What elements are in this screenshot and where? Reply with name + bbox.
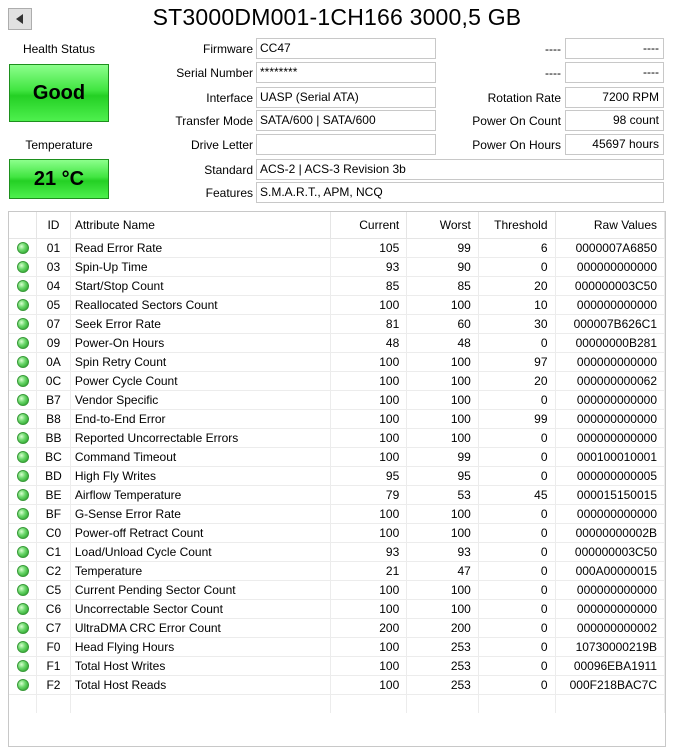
interface-label: Interface: [206, 91, 253, 105]
attribute-id: F0: [37, 637, 71, 656]
raw-value: 000000000000: [555, 580, 664, 599]
current-value: 105: [330, 238, 407, 257]
status-cell: [9, 675, 37, 694]
status-good-icon: [17, 280, 29, 292]
current-value: 21: [330, 561, 407, 580]
current-value: 100: [330, 447, 407, 466]
smart-attributes-table[interactable]: [8, 211, 666, 747]
raw-value: 000000003C50: [555, 276, 664, 295]
attribute-name: Uncorrectable Sector Count: [70, 599, 330, 618]
attribute-id: 0A: [37, 352, 71, 371]
table-row[interactable]: [9, 485, 665, 504]
empty-row: [9, 694, 665, 713]
worst-value: 253: [407, 637, 479, 656]
power-on-count-field: 98 count: [565, 110, 664, 131]
status-cell: [9, 504, 37, 523]
attribute-name: Spin-Up Time: [70, 257, 330, 276]
status-cell: [9, 257, 37, 276]
status-cell: [9, 371, 37, 390]
attribute-name: Read Error Rate: [70, 238, 330, 257]
worst-value: 100: [407, 352, 479, 371]
attribute-name: Spin Retry Count: [70, 352, 330, 371]
status-good-icon: [17, 261, 29, 273]
attribute-id: BF: [37, 504, 71, 523]
attribute-id: BE: [37, 485, 71, 504]
current-value: 200: [330, 618, 407, 637]
worst-value: 99: [407, 238, 479, 257]
serial-number-label: Serial Number: [176, 66, 253, 80]
current-value: 100: [330, 371, 407, 390]
threshold-value: 0: [478, 447, 555, 466]
threshold-value: 30: [478, 314, 555, 333]
status-cell: [9, 428, 37, 447]
threshold-value: 20: [478, 276, 555, 295]
threshold-value: 0: [478, 656, 555, 675]
status-good-icon: [17, 394, 29, 406]
current-value: 100: [330, 504, 407, 523]
raw-value: 000000000000: [555, 409, 664, 428]
status-good-icon: [17, 508, 29, 520]
attribute-id: C1: [37, 542, 71, 561]
threshold-value: 0: [478, 466, 555, 485]
attribute-id: C6: [37, 599, 71, 618]
table-row[interactable]: [9, 352, 665, 371]
rotation-rate-label: Rotation Rate: [487, 91, 561, 105]
features-field: S.M.A.R.T., APM, NCQ: [256, 182, 664, 203]
current-value: 100: [330, 390, 407, 409]
status-cell: [9, 618, 37, 637]
attribute-name: Power-off Retract Count: [70, 523, 330, 542]
threshold-value: 0: [478, 333, 555, 352]
status-good-icon: [17, 641, 29, 653]
worst-value: 253: [407, 656, 479, 675]
interface-field: UASP (Serial ATA): [256, 87, 436, 108]
attribute-id: C0: [37, 523, 71, 542]
empty-cell: [478, 694, 555, 713]
current-value: 93: [330, 542, 407, 561]
firmware-field: CC47: [256, 38, 436, 59]
raw-value: 000000000002: [555, 618, 664, 637]
threshold-value: 0: [478, 618, 555, 637]
current-value: 81: [330, 314, 407, 333]
empty-cell: [70, 694, 330, 713]
attribute-name: End-to-End Error: [70, 409, 330, 428]
empty-cell: [9, 694, 37, 713]
attribute-name: Load/Unload Cycle Count: [70, 542, 330, 561]
worst-value: 100: [407, 371, 479, 390]
raw-value: 000F218BAC7C: [555, 675, 664, 694]
column-header-threshold[interactable]: Threshold: [478, 212, 555, 238]
worst-value: 100: [407, 428, 479, 447]
current-value: 100: [330, 656, 407, 675]
status-cell: [9, 447, 37, 466]
raw-value: 000000000000: [555, 352, 664, 371]
raw-value: 000000000000: [555, 428, 664, 447]
attribute-name: Vendor Specific: [70, 390, 330, 409]
worst-value: 100: [407, 390, 479, 409]
threshold-value: 97: [478, 352, 555, 371]
status-good-icon: [17, 337, 29, 349]
attribute-id: 07: [37, 314, 71, 333]
threshold-value: 0: [478, 599, 555, 618]
empty-cell: [407, 694, 479, 713]
table-header-row: [9, 212, 665, 238]
status-good-icon: [17, 375, 29, 387]
current-value: 100: [330, 409, 407, 428]
threshold-value: 0: [478, 580, 555, 599]
attribute-name: Reallocated Sectors Count: [70, 295, 330, 314]
transfer-mode-field: SATA/600 | SATA/600: [256, 110, 436, 131]
attribute-name: Power-On Hours: [70, 333, 330, 352]
attribute-name: Total Host Reads: [70, 675, 330, 694]
table-row[interactable]: [9, 314, 665, 333]
attribute-id: 05: [37, 295, 71, 314]
current-value: 100: [330, 580, 407, 599]
attribute-name: Total Host Writes: [70, 656, 330, 675]
current-value: 100: [330, 428, 407, 447]
blank-label-1: ----: [545, 42, 561, 56]
status-cell: [9, 523, 37, 542]
threshold-value: 6: [478, 238, 555, 257]
status-cell: [9, 276, 37, 295]
current-value: 100: [330, 523, 407, 542]
current-value: 100: [330, 352, 407, 371]
attribute-name: Airflow Temperature: [70, 485, 330, 504]
table-row[interactable]: [9, 257, 665, 276]
raw-value: 0000007A6850: [555, 238, 664, 257]
table-row[interactable]: [9, 618, 665, 637]
threshold-value: 0: [478, 257, 555, 276]
attribute-id: 0C: [37, 371, 71, 390]
features-label: Features: [205, 186, 253, 200]
raw-value: 00000000B281: [555, 333, 664, 352]
table-row[interactable]: [9, 466, 665, 485]
worst-value: 100: [407, 599, 479, 618]
empty-cell: [555, 694, 664, 713]
status-good-icon: [17, 546, 29, 558]
status-good-icon: [17, 432, 29, 444]
current-value: 85: [330, 276, 407, 295]
worst-value: 100: [407, 504, 479, 523]
attribute-id: B7: [37, 390, 71, 409]
threshold-value: 45: [478, 485, 555, 504]
worst-value: 53: [407, 485, 479, 504]
threshold-value: 0: [478, 523, 555, 542]
table-row[interactable]: [9, 333, 665, 352]
current-value: 100: [330, 675, 407, 694]
table-row[interactable]: [9, 428, 665, 447]
status-good-icon: [17, 565, 29, 577]
worst-value: 100: [407, 580, 479, 599]
raw-value: 10730000219B: [555, 637, 664, 656]
attribute-id: BD: [37, 466, 71, 485]
threshold-value: 0: [478, 428, 555, 447]
table-row[interactable]: [9, 447, 665, 466]
transfer-mode-label: Transfer Mode: [175, 114, 253, 128]
status-good-icon: [17, 679, 29, 691]
table-row[interactable]: [9, 409, 665, 428]
status-cell: [9, 238, 37, 257]
table-row[interactable]: [9, 295, 665, 314]
attribute-id: 01: [37, 238, 71, 257]
status-cell: [9, 656, 37, 675]
power-on-hours-field: 45697 hours: [565, 134, 664, 155]
status-cell: [9, 599, 37, 618]
column-header-current[interactable]: Current: [330, 212, 407, 238]
standard-field: ACS-2 | ACS-3 Revision 3b: [256, 159, 664, 180]
status-good-icon: [17, 299, 29, 311]
table-row[interactable]: [9, 675, 665, 694]
status-cell: [9, 485, 37, 504]
empty-cell: [37, 694, 71, 713]
power-on-count-label: Power On Count: [472, 114, 561, 128]
attribute-name: Reported Uncorrectable Errors: [70, 428, 330, 447]
status-cell: [9, 466, 37, 485]
raw-value: 00000000002B: [555, 523, 664, 542]
current-value: 93: [330, 257, 407, 276]
attribute-id: 03: [37, 257, 71, 276]
worst-value: 200: [407, 618, 479, 637]
threshold-value: 20: [478, 371, 555, 390]
threshold-value: 0: [478, 637, 555, 656]
current-value: 100: [330, 599, 407, 618]
temperature-label: Temperature: [25, 138, 93, 152]
attribute-name: Head Flying Hours: [70, 637, 330, 656]
worst-value: 100: [407, 295, 479, 314]
raw-value: 000000000005: [555, 466, 664, 485]
status-cell: [9, 390, 37, 409]
raw-value: 000000000000: [555, 504, 664, 523]
column-header-status[interactable]: [9, 212, 37, 238]
standard-label: Standard: [204, 163, 253, 177]
worst-value: 99: [407, 447, 479, 466]
table-row[interactable]: [9, 580, 665, 599]
table-row[interactable]: [9, 504, 665, 523]
table-row[interactable]: [9, 542, 665, 561]
page-title: ST3000DM001-1CH166 3000,5 GB: [152, 4, 522, 30]
raw-value: 000000000000: [555, 599, 664, 618]
worst-value: 253: [407, 675, 479, 694]
firmware-label: Firmware: [203, 42, 253, 56]
status-good-icon: [17, 470, 29, 482]
status-good-icon: [17, 603, 29, 615]
status-good-icon: [17, 242, 29, 254]
attribute-name: Current Pending Sector Count: [70, 580, 330, 599]
column-header-id[interactable]: ID: [37, 212, 71, 238]
blank-label-2: ----: [545, 66, 561, 80]
table-row[interactable]: [9, 238, 665, 257]
worst-value: 93: [407, 542, 479, 561]
attribute-name: Temperature: [70, 561, 330, 580]
attribute-id: B8: [37, 409, 71, 428]
current-value: 95: [330, 466, 407, 485]
current-value: 48: [330, 333, 407, 352]
attribute-name: High Fly Writes: [70, 466, 330, 485]
worst-value: 48: [407, 333, 479, 352]
worst-value: 100: [407, 409, 479, 428]
empty-cell: [330, 694, 407, 713]
attribute-name: G-Sense Error Rate: [70, 504, 330, 523]
status-good-icon: [17, 413, 29, 425]
raw-value: 00096EBA1911: [555, 656, 664, 675]
current-value: 79: [330, 485, 407, 504]
status-cell: [9, 314, 37, 333]
table-row[interactable]: [9, 656, 665, 675]
threshold-value: 99: [478, 409, 555, 428]
column-header-worst[interactable]: Worst: [407, 212, 479, 238]
attribute-id: BC: [37, 447, 71, 466]
raw-value: 000000000062: [555, 371, 664, 390]
status-good-icon: [17, 451, 29, 463]
raw-value: 000007B626C1: [555, 314, 664, 333]
table-row[interactable]: [9, 523, 665, 542]
status-good-icon: [17, 527, 29, 539]
rotation-rate-field: 7200 RPM: [565, 87, 664, 108]
threshold-value: 0: [478, 390, 555, 409]
health-status-badge[interactable]: Good: [9, 64, 109, 122]
status-good-icon: [17, 622, 29, 634]
attribute-id: F2: [37, 675, 71, 694]
raw-value: 000000000000: [555, 390, 664, 409]
status-cell: [9, 542, 37, 561]
table-row[interactable]: [9, 276, 665, 295]
threshold-value: 0: [478, 542, 555, 561]
status-good-icon: [17, 584, 29, 596]
worst-value: 95: [407, 466, 479, 485]
attribute-id: C5: [37, 580, 71, 599]
drive-letter-field: [256, 134, 436, 155]
raw-value: 000000000000: [555, 257, 664, 276]
status-good-icon: [17, 660, 29, 672]
serial-number-field: ********: [256, 62, 436, 83]
threshold-value: 0: [478, 675, 555, 694]
status-cell: [9, 409, 37, 428]
worst-value: 100: [407, 523, 479, 542]
raw-value: 000A00000015: [555, 561, 664, 580]
status-cell: [9, 333, 37, 352]
attribute-name: UltraDMA CRC Error Count: [70, 618, 330, 637]
status-cell: [9, 561, 37, 580]
raw-value: 000015150015: [555, 485, 664, 504]
status-cell: [9, 295, 37, 314]
status-good-icon: [17, 489, 29, 501]
attribute-id: F1: [37, 656, 71, 675]
worst-value: 47: [407, 561, 479, 580]
attribute-name: Power Cycle Count: [70, 371, 330, 390]
status-cell: [9, 352, 37, 371]
current-value: 100: [330, 295, 407, 314]
table-row[interactable]: [9, 371, 665, 390]
worst-value: 60: [407, 314, 479, 333]
blank-field-2: ----: [565, 62, 664, 83]
blank-field-1: ----: [565, 38, 664, 59]
table-row[interactable]: [9, 561, 665, 580]
drive-letter-label: Drive Letter: [190, 138, 253, 152]
attribute-id: C7: [37, 618, 71, 637]
raw-value: 000000000000: [555, 295, 664, 314]
attribute-id: BB: [37, 428, 71, 447]
threshold-value: 0: [478, 561, 555, 580]
threshold-value: 0: [478, 504, 555, 523]
threshold-value: 10: [478, 295, 555, 314]
table-row[interactable]: [9, 390, 665, 409]
status-cell: [9, 580, 37, 599]
attribute-name: Start/Stop Count: [70, 276, 330, 295]
status-good-icon: [17, 356, 29, 368]
raw-value: 000100010001: [555, 447, 664, 466]
attribute-name: Seek Error Rate: [70, 314, 330, 333]
attribute-id: 09: [37, 333, 71, 352]
attribute-id: 04: [37, 276, 71, 295]
current-value: 100: [330, 637, 407, 656]
column-header-raw-values[interactable]: Raw Values: [555, 212, 664, 238]
power-on-hours-label: Power On Hours: [472, 138, 561, 152]
raw-value: 000000003C50: [555, 542, 664, 561]
status-good-icon: [17, 318, 29, 330]
worst-value: 85: [407, 276, 479, 295]
status-cell: [9, 637, 37, 656]
temperature-badge[interactable]: 21 °C: [9, 159, 109, 199]
table-row[interactable]: [9, 637, 665, 656]
attribute-id: C2: [37, 561, 71, 580]
attribute-name: Command Timeout: [70, 447, 330, 466]
worst-value: 90: [407, 257, 479, 276]
table-row[interactable]: [9, 599, 665, 618]
health-status-label: Health Status: [22, 42, 96, 56]
column-header-attribute-name[interactable]: Attribute Name: [70, 212, 330, 238]
